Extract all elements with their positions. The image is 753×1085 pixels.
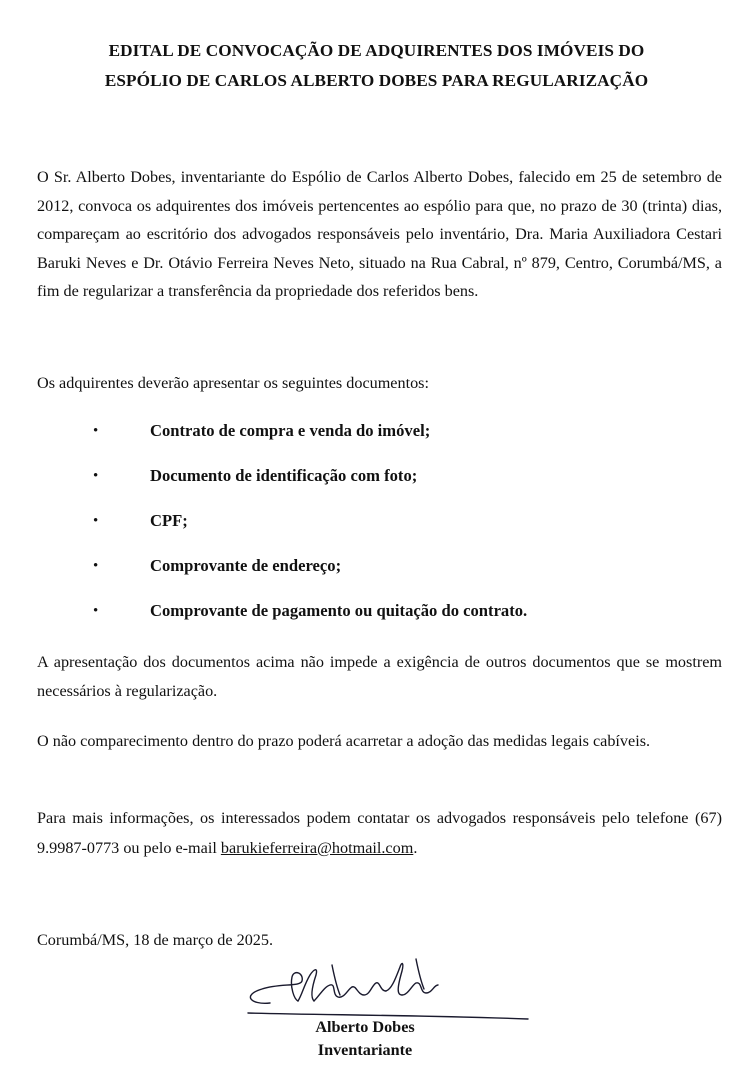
document-item-label: Contrato de compra e venda do imóvel; [150, 421, 431, 440]
list-item [0, 551, 753, 596]
contact-text: Para mais informações, os interessados podem contatar os advogados responsáveis pelo telefone (67) 9.9987-0773 ou pelo e-mail [37, 809, 722, 857]
title-line-2: ESPÓLIO DE CARLOS ALBERTO DOBES PARA REGULARIZAÇÃO [104, 71, 649, 90]
bullet-icon: • [93, 603, 99, 619]
paragraph-convocation: O Sr. Alberto Dobes, inventariante do Espólio de Carlos Alberto Dobes, falecido em 25 de setembro de 2012, convoca os adquirentes dos imóveis pertencentes ao espólio para que, no prazo de 30 (trinta) dias, compareçam ao escritório dos advogados responsáveis pelo inventário, Dra. Maria Auxiliadora Cestari Baruki Neves e Dr. Otávio Ferreira Neves Neto, situado na Rua Cabral, nº 879, Centro, Corumbá/MS, a fim de regularizar a transferência da propriedade dos referidos bens. [37, 168, 722, 301]
bullet-icon: • [93, 513, 99, 529]
bullet-icon: • [93, 423, 99, 439]
document-item-label: CPF; [150, 511, 188, 530]
signer-name: Alberto Dobes [315, 1018, 415, 1036]
document-item-label: Comprovante de pagamento ou quitação do contrato. [150, 601, 528, 620]
paragraph-documents-intro: Os adquirentes deverão apresentar os seguintes documentos: [37, 374, 429, 392]
list-item [0, 506, 753, 551]
title-line-1: EDITAL DE CONVOCAÇÃO DE ADQUIRENTES DOS IMÓVEIS DO [108, 41, 645, 60]
list-item [0, 596, 753, 641]
document-title [20, 36, 733, 96]
paragraph-consequences: O não comparecimento dentro do prazo poderá acarretar a adoção das medidas legais cabíveis. [37, 732, 651, 750]
list-item [0, 461, 753, 506]
required-documents-list [0, 416, 753, 641]
handwritten-signature [240, 955, 530, 1025]
list-item [0, 416, 753, 461]
document-item-label: Comprovante de endereço; [150, 556, 342, 575]
paragraph-other-documents: A apresentação dos documentos acima não impede a exigência de outros documentos que se mostrem necessários à regularização. [37, 653, 722, 700]
email-link[interactable]: barukieferreira@hotmail.com [220, 839, 414, 857]
signature-icon [240, 955, 530, 1025]
bullet-icon: • [93, 558, 99, 574]
paragraph-contact [37, 803, 722, 863]
contact-text-end: . [413, 839, 418, 857]
date-line: Corumbá/MS, 18 de março de 2025. [37, 931, 274, 949]
signer-role: Inventariante [317, 1041, 413, 1059]
bullet-icon: • [93, 468, 99, 484]
document-item-label: Documento de identificação com foto; [150, 466, 418, 485]
